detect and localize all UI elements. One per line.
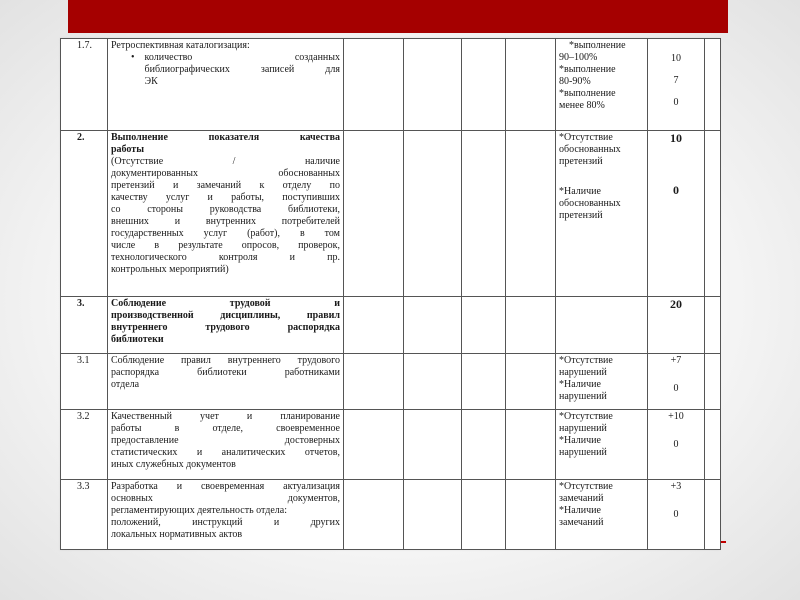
empty-cell (705, 39, 721, 131)
empty-cell (462, 297, 506, 354)
bullet-icon: • (131, 52, 135, 63)
criteria-cell: *Отсутствие нарушений *Наличие нарушений (556, 410, 648, 480)
criteria-table (60, 38, 721, 550)
indicator-cell (108, 39, 344, 131)
empty-cell (344, 131, 404, 297)
indicator-cell: Качественный учет и планирование работы в отделе, своевременное предоставление достоверных статистических и аналитических отчетов, иных служебных документов (108, 410, 344, 480)
empty-cell (506, 354, 556, 410)
empty-cell (462, 39, 506, 131)
empty-cell (506, 131, 556, 297)
indicator-cell: Разработка и своевременная актуализация основных документов, регламентирующих деятельность отдела: положений, инструкций и других локальных нормативных актов (108, 480, 344, 550)
criteria-cell: *Отсутствие замечаний *Наличие замечаний (556, 480, 648, 550)
empty-cell (404, 410, 462, 480)
empty-cell (506, 480, 556, 550)
empty-cell (705, 480, 721, 550)
table-row (61, 39, 721, 131)
empty-cell (462, 410, 506, 480)
empty-cell (705, 297, 721, 354)
empty-cell (462, 354, 506, 410)
empty-cell (462, 131, 506, 297)
table-row (61, 480, 721, 550)
score-value: 10 (670, 131, 682, 145)
row-number: 2. (61, 131, 108, 297)
indicator-cell: Соблюдение правил внутреннего трудового распорядка библиотеки работниками отдела (108, 354, 344, 410)
row-number: 3. (61, 297, 108, 354)
score-value: +3 (670, 481, 682, 492)
score-value: +7 (670, 355, 682, 366)
table-row (61, 354, 721, 410)
empty-cell (344, 480, 404, 550)
empty-cell (506, 297, 556, 354)
document-page (60, 38, 720, 550)
empty-cell (344, 39, 404, 131)
score-cell (648, 297, 705, 354)
row-number: 1.7. (61, 39, 108, 131)
score-value: 10 (671, 53, 681, 64)
score-cell (648, 354, 705, 410)
score-cell (648, 480, 705, 550)
empty-cell (404, 39, 462, 131)
bullet-item: • количество созданных библиографических записей для ЭК (131, 52, 340, 87)
score-cell (648, 131, 705, 297)
score-value: 7 (673, 75, 679, 86)
empty-cell (506, 39, 556, 131)
empty-cell (344, 297, 404, 354)
criteria-cell: *выполнение 90–100% *выполнение 80-90% *выполнение менее 80% (556, 39, 648, 131)
empty-cell (705, 131, 721, 297)
empty-cell (344, 410, 404, 480)
score-value: 20 (670, 297, 682, 311)
criteria-cell: *Отсутствие обоснованных претензий *Наличие обоснованных претензий (556, 131, 648, 297)
criteria-cell: *Отсутствие нарушений *Наличие нарушений (556, 354, 648, 410)
indicator-cell: Соблюдение трудовой и производственной дисциплины, правил внутреннего трудового распорядка библиотеки (108, 297, 344, 354)
indicator-title: Ретроспективная каталогизация: (111, 40, 250, 51)
empty-cell (462, 480, 506, 550)
table-row (61, 410, 721, 480)
empty-cell (404, 131, 462, 297)
table-row (61, 131, 721, 297)
score-value: +10 (668, 411, 684, 422)
row-number: 3.2 (61, 410, 108, 480)
empty-cell (705, 410, 721, 480)
title-banner (68, 0, 728, 33)
empty-cell (556, 297, 648, 354)
empty-cell (506, 410, 556, 480)
score-value: 0 (673, 439, 679, 450)
score-value: 0 (673, 97, 679, 108)
score-value: 0 (673, 509, 679, 520)
score-value: 0 (673, 383, 679, 394)
empty-cell (705, 354, 721, 410)
score-cell (648, 39, 705, 131)
empty-cell (344, 354, 404, 410)
empty-cell (404, 480, 462, 550)
empty-cell (404, 354, 462, 410)
table-row (61, 297, 721, 354)
score-value: 0 (673, 183, 679, 197)
score-cell (648, 410, 705, 480)
indicator-cell: Выполнение показателя качества работы (Отсутствие / наличие документированных обоснованных претензий и замечаний к отделу по качеству услуг и работы, поступивших со стороны руководства библиотеки, внешних и внутренних потребителей государственных услуг (работ), в том числе в результате опросов, проверок, технологического контроля и пр. контрольных мероприятий) (108, 131, 344, 297)
empty-cell (404, 297, 462, 354)
indicator-title: Соблюдение трудовой и (111, 298, 340, 309)
row-number: 3.3 (61, 480, 108, 550)
row-number: 3.1 (61, 354, 108, 410)
indicator-title: Выполнение показателя качества (111, 132, 340, 143)
